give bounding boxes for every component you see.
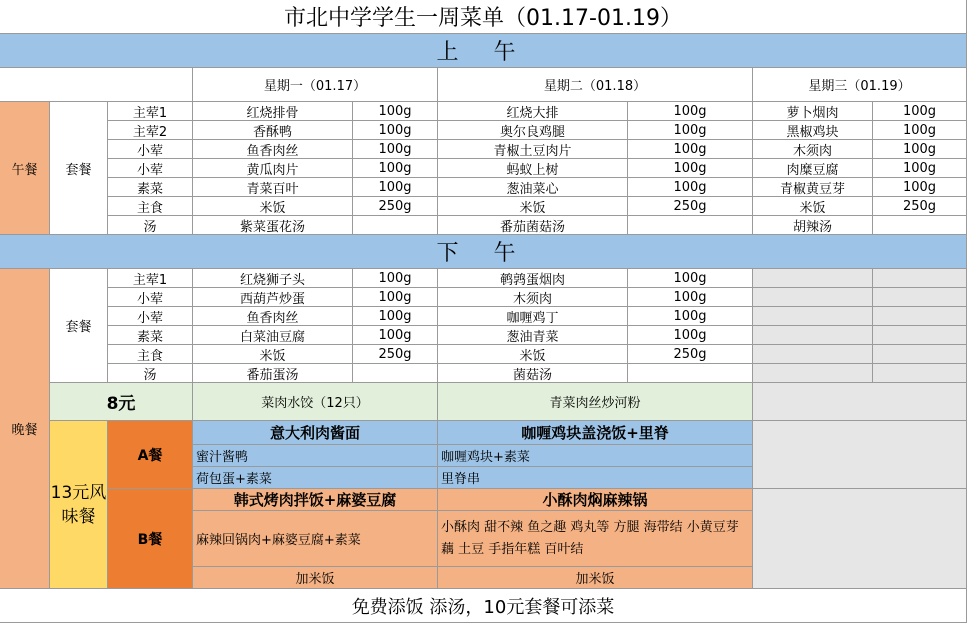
dinner-dish-mon: 白菜油豆腐	[193, 326, 353, 345]
b-meal-mon-rice: 加米饭	[193, 567, 438, 589]
dinner-wed-closed	[873, 307, 967, 326]
b-meal-tue-rice: 加米饭	[438, 567, 753, 589]
a-meal-tue-title: 咖喱鸡块盖浇饭+里脊	[438, 421, 753, 445]
lunch-weight-mon: 100g	[353, 121, 438, 140]
header-blank	[0, 68, 193, 102]
lunch-weight-tue: 100g	[628, 102, 753, 121]
dinner-dish-mon: 米饭	[193, 345, 353, 364]
dinner-wed-closed	[873, 288, 967, 307]
a-meal-tue-line2: 里脊串	[438, 467, 753, 489]
lunch-category: 汤	[108, 216, 193, 235]
dinner-wed-closed	[753, 288, 873, 307]
lunch-dish-mon: 鱼香肉丝	[193, 140, 353, 159]
lunch-weight-wed: 100g	[873, 102, 967, 121]
lunch-dish-wed: 黑椒鸡块	[753, 121, 873, 140]
dinner-weight-tue: 100g	[628, 326, 753, 345]
lunch-dish-tue: 蚂蚁上树	[438, 159, 628, 178]
lunch-dish-tue: 奥尔良鸡腿	[438, 121, 628, 140]
lunch-dish-wed: 萝卜烟肉	[753, 102, 873, 121]
lunch-dish-mon: 黄瓜肉片	[193, 159, 353, 178]
lunch-dish-wed: 胡辣汤	[753, 216, 873, 235]
lunch-weight-mon: 100g	[353, 178, 438, 197]
dinner-weight-mon: 100g	[353, 326, 438, 345]
b-meal-mon-title: 韩式烤肉拌饭+麻婆豆腐	[193, 489, 438, 511]
dinner-set-label: 套餐	[50, 269, 108, 383]
lunch-dish-tue: 葱油菜心	[438, 178, 628, 197]
morning-band: 上 午	[0, 34, 967, 68]
dinner-dish-mon: 红烧狮子头	[193, 269, 353, 288]
dinner-dish-tue: 菌菇汤	[438, 364, 628, 383]
lunch-weight-mon: 100g	[353, 140, 438, 159]
lunch-category: 主荤1	[108, 102, 193, 121]
dinner-weight-tue: 100g	[628, 307, 753, 326]
lunch-label: 午餐	[0, 102, 50, 235]
dinner-wed-closed	[753, 307, 873, 326]
eight-yuan-tue: 青菜肉丝炒河粉	[438, 383, 753, 421]
lunch-category: 小荤	[108, 159, 193, 178]
dinner-weight-mon: 250g	[353, 345, 438, 364]
dinner-wed-closed	[873, 364, 967, 383]
lunch-dish-mon: 米饭	[193, 197, 353, 216]
footer-note: 免费添饭 添汤，10元套餐可添菜	[0, 589, 967, 623]
lunch-dish-wed: 米饭	[753, 197, 873, 216]
lunch-weight-mon: 100g	[353, 159, 438, 178]
flavor-meal-price: 13元风味餐	[50, 421, 108, 589]
b-meal-label: B餐	[108, 489, 193, 589]
lunch-dish-wed: 肉糜豆腐	[753, 159, 873, 178]
lunch-weight-wed: 100g	[873, 121, 967, 140]
b-meal-tue-body: 小酥肉 甜不辣 鱼之趣 鸡丸等 方腿 海带结 小黄豆芽 藕 土豆 手指年糕 百叶结	[438, 511, 753, 567]
lunch-dish-wed: 青椒黄豆芽	[753, 178, 873, 197]
lunch-dish-tue: 青椒土豆肉片	[438, 140, 628, 159]
b-meal-wed-closed	[753, 489, 967, 589]
dinner-weight-tue	[628, 364, 753, 383]
dinner-category: 汤	[108, 364, 193, 383]
lunch-weight-wed: 100g	[873, 159, 967, 178]
a-meal-tue-line1: 咖喱鸡块+素菜	[438, 445, 753, 467]
page-title: 市北中学学生一周菜单（01.17-01.19）	[0, 0, 967, 34]
lunch-weight-wed	[873, 216, 967, 235]
dinner-wed-closed	[873, 326, 967, 345]
dinner-weight-mon: 100g	[353, 307, 438, 326]
afternoon-band: 下 午	[0, 235, 967, 269]
dinner-wed-closed	[753, 326, 873, 345]
lunch-dish-mon: 红烧排骨	[193, 102, 353, 121]
dinner-dish-tue: 米饭	[438, 345, 628, 364]
eight-yuan-mon: 菜肉水饺（12只）	[193, 383, 438, 421]
lunch-dish-tue: 红烧大排	[438, 102, 628, 121]
lunch-dish-mon: 香酥鸭	[193, 121, 353, 140]
lunch-dish-tue: 米饭	[438, 197, 628, 216]
dinner-label: 晚餐	[0, 269, 50, 589]
dinner-wed-closed	[873, 269, 967, 288]
a-meal-mon-line2: 荷包蛋+素菜	[193, 467, 438, 489]
a-meal-wed-closed	[753, 421, 967, 489]
dinner-category: 主荤1	[108, 269, 193, 288]
eight-yuan-price: 8元	[50, 383, 193, 421]
lunch-category: 主荤2	[108, 121, 193, 140]
lunch-category: 主食	[108, 197, 193, 216]
dinner-category: 素菜	[108, 326, 193, 345]
dinner-weight-tue: 100g	[628, 288, 753, 307]
day-header-2: 星期二（01.18）	[438, 68, 753, 102]
lunch-category: 小荤	[108, 140, 193, 159]
day-header-1: 星期一（01.17）	[193, 68, 438, 102]
dinner-weight-mon: 100g	[353, 269, 438, 288]
lunch-weight-mon: 250g	[353, 197, 438, 216]
a-meal-mon-title: 意大利肉酱面	[193, 421, 438, 445]
b-meal-mon-body: 麻辣回锅肉+麻婆豆腐+素菜	[193, 511, 438, 567]
dinner-weight-mon	[353, 364, 438, 383]
lunch-weight-tue: 100g	[628, 159, 753, 178]
dinner-dish-mon: 西葫芦炒蛋	[193, 288, 353, 307]
lunch-dish-mon: 青菜百叶	[193, 178, 353, 197]
lunch-dish-mon: 紫菜蛋花汤	[193, 216, 353, 235]
dinner-dish-tue: 咖喱鸡丁	[438, 307, 628, 326]
dinner-wed-closed	[873, 345, 967, 364]
lunch-weight-tue: 100g	[628, 178, 753, 197]
dinner-dish-mon: 鱼香肉丝	[193, 307, 353, 326]
dinner-dish-tue: 鹌鹑蛋烟肉	[438, 269, 628, 288]
dinner-wed-closed	[753, 269, 873, 288]
lunch-weight-wed: 100g	[873, 140, 967, 159]
dinner-dish-mon: 番茄蛋汤	[193, 364, 353, 383]
lunch-dish-tue: 番茄菌菇汤	[438, 216, 628, 235]
dinner-wed-closed	[753, 364, 873, 383]
lunch-weight-wed: 250g	[873, 197, 967, 216]
lunch-weight-mon: 100g	[353, 102, 438, 121]
lunch-weight-tue	[628, 216, 753, 235]
lunch-weight-wed: 100g	[873, 178, 967, 197]
lunch-weight-tue: 100g	[628, 140, 753, 159]
dinner-dish-tue: 葱油青菜	[438, 326, 628, 345]
lunch-weight-tue: 100g	[628, 121, 753, 140]
lunch-weight-mon	[353, 216, 438, 235]
lunch-category: 素菜	[108, 178, 193, 197]
dinner-category: 小荤	[108, 288, 193, 307]
lunch-dish-wed: 木须肉	[753, 140, 873, 159]
dinner-category: 小荤	[108, 307, 193, 326]
dinner-category: 主食	[108, 345, 193, 364]
b-meal-tue-title: 小酥肉焖麻辣锅	[438, 489, 753, 511]
day-header-3: 星期三（01.19）	[753, 68, 967, 102]
dinner-wed-closed	[753, 345, 873, 364]
dinner-weight-mon: 100g	[353, 288, 438, 307]
dinner-weight-tue: 100g	[628, 269, 753, 288]
lunch-set-label: 套餐	[50, 102, 108, 235]
dinner-weight-tue: 250g	[628, 345, 753, 364]
dinner-dish-tue: 木须肉	[438, 288, 628, 307]
a-meal-label: A餐	[108, 421, 193, 489]
eight-yuan-wed-closed	[753, 383, 967, 421]
lunch-weight-tue: 250g	[628, 197, 753, 216]
a-meal-mon-line1: 蜜汁酱鸭	[193, 445, 438, 467]
